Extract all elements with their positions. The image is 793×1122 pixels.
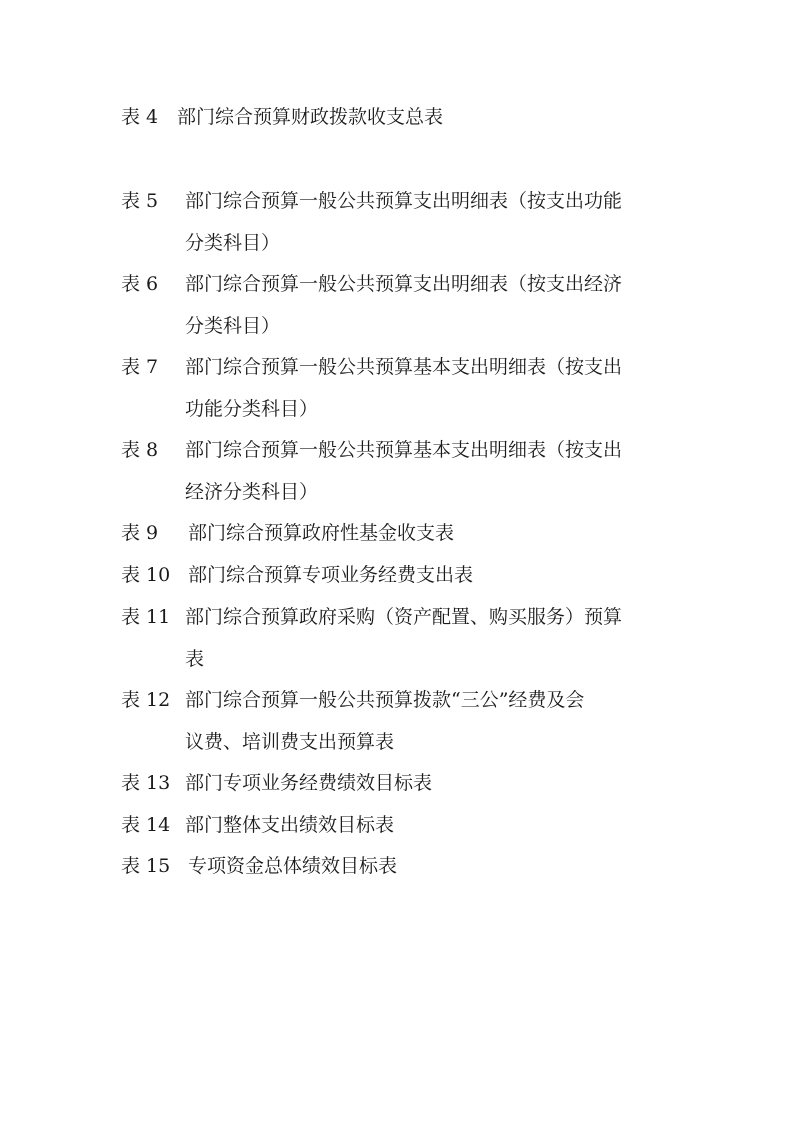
table-entry-13: [121, 762, 681, 804]
table-number: 表 4: [121, 106, 159, 128]
table-title-line: 分类科目）: [185, 232, 281, 254]
table-title-line: 部门综合预算政府性基金收支表: [188, 522, 455, 544]
table-title-line: 部门专项业务经费绩效目标表: [185, 772, 433, 794]
table-title-line: 功能分类科目）: [185, 398, 319, 420]
table-number: 表 14: [121, 814, 171, 836]
table-number: 表 7: [121, 356, 159, 378]
table-entry-11: [121, 596, 681, 680]
table-number: 表 12: [121, 689, 171, 711]
table-entry-7: [121, 346, 681, 430]
table-number: 表 9: [121, 522, 159, 544]
table-title-line: 分类科目）: [185, 315, 281, 337]
table-entry-9: [121, 512, 681, 554]
table-entry-10: [121, 554, 681, 596]
table-title-line: 表: [185, 648, 205, 670]
table-title-line: 经济分类科目）: [185, 481, 319, 503]
table-title-line: 专项资金总体绩效目标表: [188, 855, 398, 877]
table-title-line: 议费、培训费支出预算表: [185, 731, 395, 753]
table-title-line: 部门综合预算一般公共预算支出明细表（按支出经济: [185, 273, 623, 295]
table-title-line: 部门综合预算政府采购（资产配置、购买服务）预算: [185, 606, 623, 628]
table-title-line: 部门综合预算一般公共预算基本支出明细表（按支出: [185, 439, 623, 461]
table-title-line: 部门整体支出绩效目标表: [185, 814, 395, 836]
table-title-line: 部门综合预算财政拨款收支总表: [177, 106, 444, 128]
table-title-line: 部门综合预算一般公共预算拨款“三公”经费及会: [185, 689, 585, 711]
table-title-line: 部门综合预算专项业务经费支出表: [188, 564, 474, 586]
table-entry-6: [121, 263, 681, 347]
table-entry-4: [121, 96, 681, 138]
table-entry-14: [121, 804, 681, 846]
table-number: 表 15: [121, 855, 171, 877]
table-number: 表 13: [121, 772, 171, 794]
table-entry-5: [121, 180, 681, 264]
table-number: 表 6: [121, 273, 159, 295]
table-title-line: 部门综合预算一般公共预算基本支出明细表（按支出: [185, 356, 623, 378]
table-number: 表 5: [121, 190, 159, 212]
table-entry-8: [121, 429, 681, 513]
table-title-line: 部门综合预算一般公共预算支出明细表（按支出功能: [185, 190, 623, 212]
table-entry-15: [121, 845, 681, 887]
table-number: 表 8: [121, 439, 159, 461]
table-number: 表 10: [121, 564, 171, 586]
table-number: 表 11: [121, 606, 171, 628]
table-entry-12: [121, 679, 681, 763]
